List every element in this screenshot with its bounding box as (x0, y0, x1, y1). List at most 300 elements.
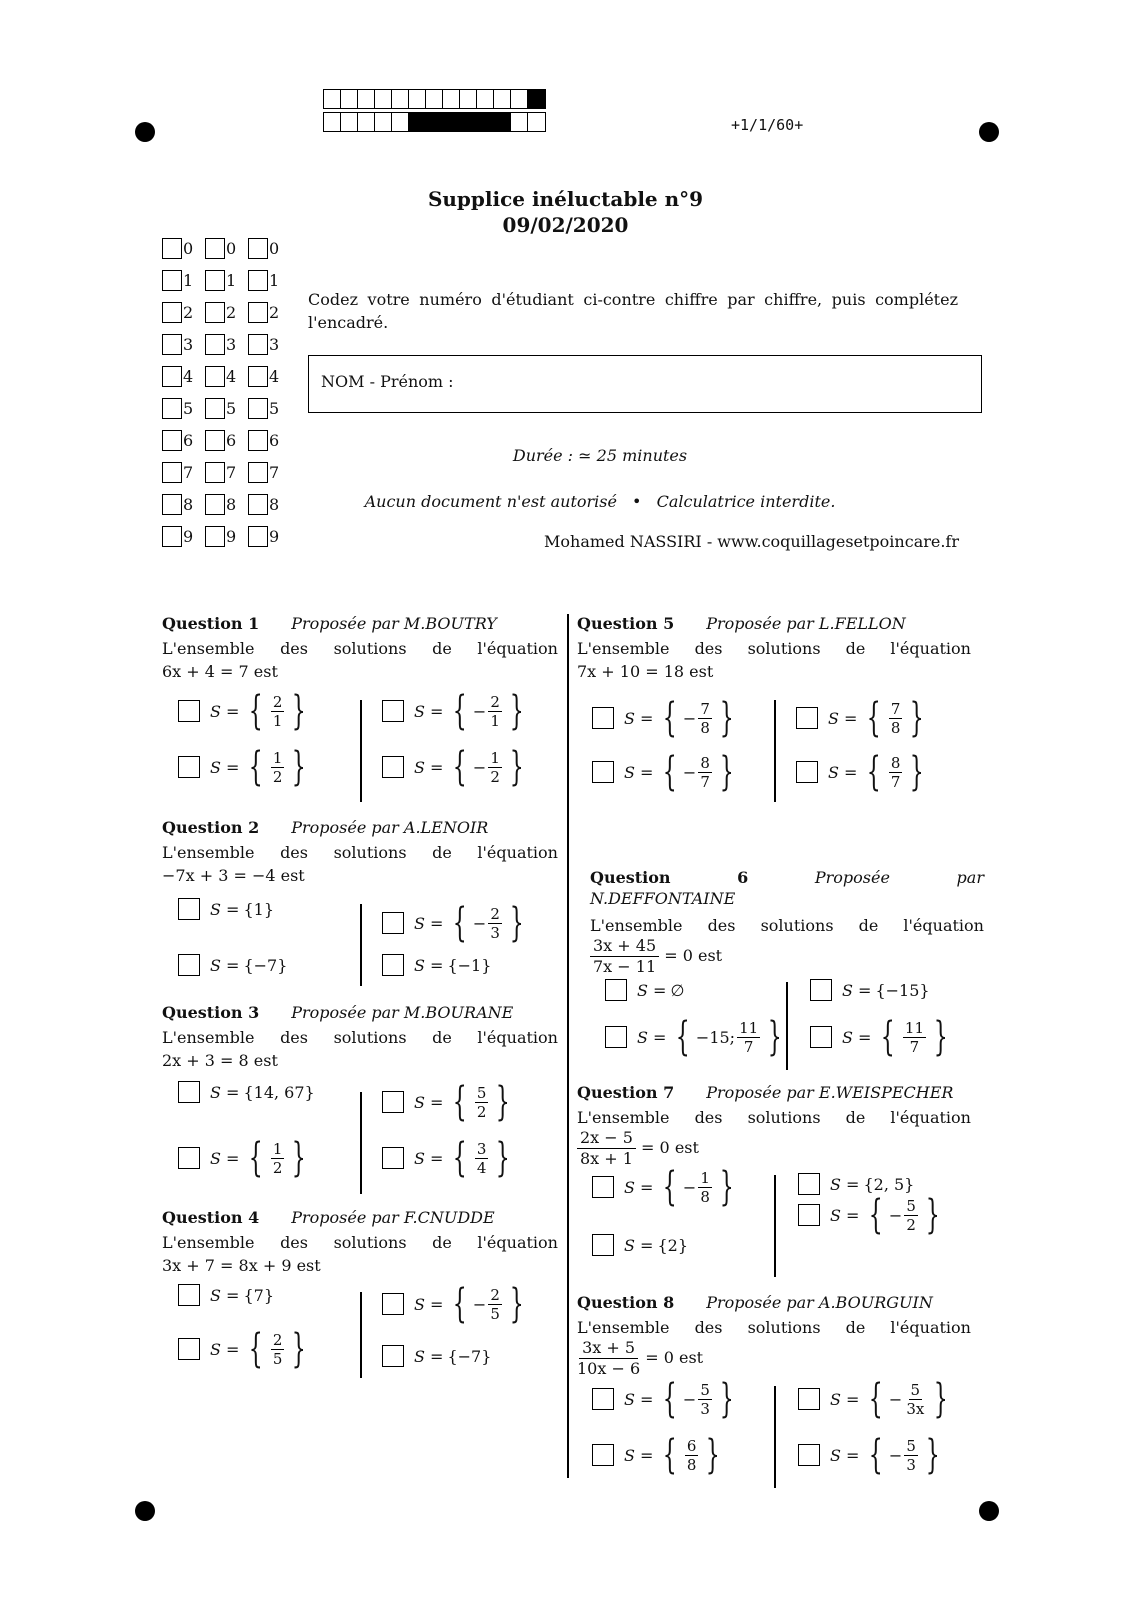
equation-numerator: 2x − 5 (577, 1128, 636, 1149)
set-symbol: S = (210, 757, 240, 777)
fraction-numerator: 5 (700, 1380, 710, 1399)
fraction-denominator: 8 (686, 1455, 697, 1474)
rules-text (0, 492, 1131, 511)
answer-sign: − (682, 1177, 697, 1197)
digit-cell[interactable] (162, 302, 205, 323)
answer-option[interactable] (178, 1328, 312, 1370)
brace-left: { (663, 1376, 678, 1422)
duration-text: Durée : ≃ 25 minutes (512, 446, 688, 465)
equation-denominator: 8x + 1 (580, 1149, 633, 1168)
page-code: +1/1/60+ (731, 116, 804, 134)
digit-checkbox[interactable] (248, 302, 268, 323)
question-author: Proposée par A.BOURGUIN (706, 1293, 933, 1312)
sentence-word: solutions (760, 916, 834, 935)
answer-fraction (271, 1140, 285, 1177)
answer-expression (210, 1083, 315, 1102)
answer-checkbox[interactable] (592, 1176, 614, 1198)
option-separator (360, 700, 362, 802)
answer-expression (414, 1281, 529, 1327)
digit-checkbox[interactable] (162, 462, 182, 483)
digit-label: 2 (183, 303, 194, 322)
brace-left: { (867, 695, 882, 741)
answer-checkbox[interactable] (810, 979, 832, 1001)
sentence-word: des (280, 843, 308, 862)
digit-label: 7 (183, 463, 194, 482)
answer-expression (624, 1376, 739, 1422)
digit-label: 1 (269, 271, 280, 290)
answer-option[interactable] (798, 1434, 945, 1476)
fraction-numerator: 2 (272, 1330, 283, 1349)
fraction-numerator: 1 (272, 1139, 283, 1158)
answer-expression (828, 695, 930, 741)
digit-checkbox[interactable] (162, 366, 182, 387)
answer-expression (828, 749, 930, 795)
sentence-word: l'équation (903, 916, 984, 935)
corner-mark-top-right (979, 122, 999, 142)
set-symbol: S = (414, 1092, 444, 1112)
answer-option[interactable] (178, 1137, 312, 1179)
answer-fraction (488, 1286, 502, 1323)
brace-right: } (509, 744, 524, 790)
digit-label: 9 (226, 527, 237, 546)
answer-expression (830, 1432, 945, 1478)
digit-cell[interactable] (205, 462, 248, 483)
sentence-word: l'équation (477, 1233, 558, 1252)
question-label: Question 7 (577, 1083, 675, 1102)
answer-fraction (475, 1084, 489, 1121)
answer-checkbox[interactable] (605, 979, 627, 1001)
brace-right: } (933, 1014, 948, 1060)
fraction-denominator: 8 (890, 718, 901, 737)
answer-option[interactable] (798, 1378, 954, 1420)
answer-expression (414, 956, 491, 975)
question-label: Question 2 (162, 818, 260, 837)
digit-checkbox[interactable] (162, 334, 182, 355)
answer-option[interactable] (382, 944, 491, 986)
digit-checkbox[interactable] (205, 334, 225, 355)
set-symbol: S = (210, 955, 240, 975)
question-author: Proposée par F.CNUDDE (291, 1208, 495, 1227)
brace-right: } (719, 1164, 734, 1210)
answer-sign: − (888, 1389, 903, 1409)
equation-numerator: 3x + 45 (590, 936, 659, 957)
answer-option[interactable] (796, 751, 930, 793)
code-grid-bottom (323, 112, 546, 132)
set-symbol: S = (210, 1285, 240, 1305)
digit-checkbox[interactable] (248, 270, 268, 291)
digit-label: 5 (226, 399, 237, 418)
digit-cell[interactable] (248, 270, 291, 291)
digit-checkbox[interactable] (248, 366, 268, 387)
question-sentence (162, 841, 558, 864)
brace-left: { (869, 1192, 884, 1238)
digit-checkbox[interactable] (162, 270, 182, 291)
brace-left: { (249, 1135, 264, 1181)
answer-sign: − (682, 1389, 697, 1409)
answer-checkbox[interactable] (592, 761, 614, 783)
digit-cell[interactable] (162, 238, 205, 259)
brace-left: { (663, 695, 678, 741)
answer-checkbox[interactable] (178, 1338, 200, 1360)
digit-cell[interactable] (162, 366, 205, 387)
set-symbol: S = (830, 1174, 860, 1194)
question-sentence (162, 637, 558, 660)
digit-label: 8 (226, 495, 237, 514)
brace-right: } (292, 744, 307, 790)
brace-right: } (706, 1432, 721, 1478)
digit-cell[interactable] (248, 366, 291, 387)
answer-text: ∅ (670, 980, 685, 1000)
set-symbol: S = (624, 762, 654, 782)
fraction-numerator: 2 (272, 692, 283, 711)
digit-row-2 (162, 302, 291, 334)
answer-fraction (889, 700, 903, 737)
fraction-denominator: 1 (272, 711, 283, 730)
digit-cell[interactable] (248, 398, 291, 419)
answer-option[interactable] (810, 1016, 953, 1058)
digit-checkbox[interactable] (205, 238, 225, 259)
fraction-denominator: 2 (272, 767, 283, 786)
fraction-denominator: 5 (272, 1349, 283, 1368)
digit-cell[interactable] (162, 398, 205, 419)
question-number: 6 (737, 868, 749, 887)
answer-option[interactable] (796, 697, 930, 739)
question-header (162, 1208, 495, 1227)
answer-text: {−15} (875, 980, 930, 1000)
set-symbol: S = (637, 1027, 667, 1047)
answer-checkbox[interactable] (178, 756, 200, 778)
brace-right: } (925, 1432, 940, 1478)
fraction-numerator: 11 (739, 1018, 759, 1037)
question-header (577, 614, 906, 633)
set-symbol: S = (414, 913, 444, 933)
digit-label: 4 (183, 367, 194, 386)
answer-option[interactable] (382, 1081, 516, 1123)
digit-cell[interactable] (205, 398, 248, 419)
answer-sign: − (472, 913, 487, 933)
digit-checkbox[interactable] (205, 302, 225, 323)
name-field[interactable] (308, 355, 982, 413)
digit-cell[interactable] (248, 334, 291, 355)
digit-row-1 (162, 270, 291, 302)
fraction-numerator: 8 (890, 753, 901, 772)
brace-left: { (249, 1326, 264, 1372)
brace-right: } (934, 1376, 949, 1422)
answer-checkbox[interactable] (798, 1173, 820, 1195)
answer-expression (414, 1347, 491, 1366)
answer-checkbox[interactable] (592, 1444, 614, 1466)
answer-option[interactable] (178, 888, 274, 930)
sentence-word: l'équation (890, 639, 971, 658)
set-symbol: S = (210, 701, 240, 721)
answer-expression (210, 1135, 312, 1181)
question-header-line (590, 868, 984, 887)
answer-checkbox[interactable] (178, 1284, 200, 1306)
answer-fraction (698, 1381, 712, 1418)
digit-cell[interactable] (205, 334, 248, 355)
answer-option[interactable] (178, 746, 312, 788)
digit-checkbox[interactable] (205, 398, 225, 419)
answer-option[interactable] (178, 1071, 315, 1113)
brace-right: } (496, 1135, 511, 1181)
fraction-numerator: 2 (490, 692, 500, 711)
set-symbol: S = (830, 1205, 860, 1225)
answer-checkbox[interactable] (592, 1388, 614, 1410)
digit-label: 7 (226, 463, 237, 482)
question-label: Question 5 (577, 614, 675, 633)
answer-option[interactable] (178, 1274, 274, 1316)
question-header (162, 818, 488, 837)
answer-checkbox[interactable] (798, 1444, 820, 1466)
digit-cell[interactable] (248, 462, 291, 483)
brace-right: } (719, 749, 734, 795)
fraction-numerator: 8 (700, 753, 710, 772)
digit-cell[interactable] (205, 270, 248, 291)
digit-row-9 (162, 526, 291, 558)
brace-right: } (910, 749, 925, 795)
answer-expression (842, 981, 930, 1000)
digit-cell[interactable] (162, 270, 205, 291)
question-sentence (577, 1106, 971, 1129)
sentence-word: des (280, 1028, 308, 1047)
answer-checkbox[interactable] (382, 1091, 404, 1113)
answer-expression (210, 900, 274, 919)
digit-checkbox[interactable] (248, 334, 268, 355)
question-equation: 7x + 10 = 18 est (577, 662, 714, 681)
answer-checkbox[interactable] (798, 1388, 820, 1410)
answer-fraction (903, 1019, 926, 1056)
author-credit: Mohamed NASSIRI - www.coquillagesetpoincare.fr (544, 532, 959, 551)
digit-cell[interactable] (162, 334, 205, 355)
answer-sign: − (472, 1294, 487, 1314)
answer-option[interactable] (798, 1194, 945, 1236)
answer-fraction (271, 1331, 285, 1368)
corner-mark-bottom-left (135, 1501, 155, 1521)
brace-right: } (767, 1014, 782, 1060)
digit-label: 4 (269, 367, 280, 386)
brace-left: { (249, 688, 264, 734)
instructions-text: Codez votre numéro d'étudiant ci-contre chiffre par chiffre, puis complétez l'encadré. (308, 290, 958, 332)
sentence-word: des (280, 639, 308, 658)
question-equation (577, 1338, 703, 1379)
answer-expression (210, 744, 312, 790)
answer-sign: − (472, 757, 487, 777)
answer-option[interactable] (382, 1283, 529, 1325)
digit-cell[interactable] (248, 238, 291, 259)
answer-checkbox[interactable] (796, 761, 818, 783)
question-header (577, 1293, 933, 1312)
digit-row-3 (162, 334, 291, 366)
answer-checkbox[interactable] (382, 700, 404, 722)
digit-checkbox[interactable] (248, 462, 268, 483)
answer-checkbox[interactable] (178, 1147, 200, 1169)
fraction-denominator: 7 (890, 772, 901, 791)
digit-label: 6 (226, 431, 237, 450)
question-equation: −7x + 3 = −4 est (162, 866, 305, 885)
brace-left: { (663, 749, 678, 795)
set-symbol: S = (637, 980, 667, 1000)
digit-label: 7 (269, 463, 280, 482)
answer-checkbox[interactable] (382, 756, 404, 778)
sentence-word: solutions (333, 843, 407, 862)
set-symbol: S = (624, 1445, 654, 1465)
digit-label: 8 (269, 495, 280, 514)
fraction-numerator: 5 (476, 1083, 487, 1102)
question-author: Proposée par L.FELLON (706, 614, 906, 633)
sentence-word: de (432, 1233, 452, 1252)
digit-checkbox[interactable] (205, 366, 225, 387)
answer-option[interactable] (592, 1378, 739, 1420)
answer-option[interactable] (382, 690, 529, 732)
equation-numerator: 3x + 5 (579, 1338, 638, 1359)
fraction-denominator: 8 (700, 1187, 710, 1206)
answer-option[interactable] (592, 1166, 739, 1208)
answer-checkbox[interactable] (178, 1081, 200, 1103)
digit-label: 3 (226, 335, 237, 354)
answer-checkbox[interactable] (382, 1147, 404, 1169)
question-label: Question 3 (162, 1003, 260, 1022)
answer-expression (414, 1079, 516, 1125)
sentence-word: des (280, 1233, 308, 1252)
answer-checkbox[interactable] (382, 1345, 404, 1367)
answer-expression (210, 1326, 312, 1372)
answer-sign: − (888, 1205, 903, 1225)
answer-prefix: −15; (695, 1027, 736, 1047)
answer-expression (210, 688, 312, 734)
set-symbol: S = (830, 1389, 860, 1409)
answer-fraction (488, 749, 502, 786)
digit-checkbox[interactable] (205, 526, 225, 547)
digit-checkbox[interactable] (248, 398, 268, 419)
digit-cell[interactable] (205, 366, 248, 387)
sentence-word: de (432, 843, 452, 862)
brace-left: { (869, 1376, 884, 1422)
answer-expression (624, 1236, 688, 1255)
question-label: Question 8 (577, 1293, 675, 1312)
digit-cell[interactable] (248, 526, 291, 547)
fraction-numerator: 6 (686, 1436, 697, 1455)
set-symbol: S = (624, 708, 654, 728)
question-label: Question 1 (162, 614, 260, 633)
answer-expression (624, 749, 739, 795)
digit-label: 4 (226, 367, 237, 386)
digit-checkbox[interactable] (162, 398, 182, 419)
sentence-word: l'équation (477, 639, 558, 658)
set-symbol: S = (842, 1027, 872, 1047)
set-symbol: S = (414, 1148, 444, 1168)
answer-checkbox[interactable] (592, 707, 614, 729)
answer-expression (414, 744, 529, 790)
digit-checkbox[interactable] (248, 238, 268, 259)
answer-text: {14, 67} (243, 1082, 315, 1102)
answer-checkbox[interactable] (810, 1026, 832, 1048)
answer-option[interactable] (382, 1335, 491, 1377)
brace-right: } (292, 1135, 307, 1181)
answer-checkbox[interactable] (382, 912, 404, 934)
answer-option[interactable] (382, 902, 529, 944)
set-symbol: S = (624, 1389, 654, 1409)
answer-fraction (488, 905, 502, 942)
answer-checkbox[interactable] (798, 1204, 820, 1226)
answer-option[interactable] (592, 751, 739, 793)
digit-row-7 (162, 462, 291, 494)
brace-left: { (881, 1014, 896, 1060)
brace-left: { (249, 744, 264, 790)
digit-checkbox[interactable] (162, 238, 182, 259)
digit-label: 3 (269, 335, 280, 354)
column-divider (567, 614, 569, 1478)
sentence-word: L'ensemble (162, 1028, 255, 1047)
answer-option[interactable] (382, 1137, 516, 1179)
proposed-by-label: Proposée (814, 868, 890, 887)
answer-option[interactable] (592, 1434, 726, 1476)
brace-left: { (453, 1135, 468, 1181)
brace-right: } (910, 695, 925, 741)
answer-checkbox[interactable] (605, 1026, 627, 1048)
digit-checkbox[interactable] (162, 526, 182, 547)
answer-option[interactable] (592, 1224, 688, 1266)
answer-checkbox[interactable] (178, 700, 200, 722)
brace-right: } (925, 1192, 940, 1238)
sentence-word: solutions (747, 1318, 821, 1337)
digit-cell[interactable] (205, 526, 248, 547)
digit-cell[interactable] (162, 526, 205, 547)
answer-option[interactable] (810, 969, 930, 1011)
answer-checkbox[interactable] (796, 707, 818, 729)
question-author: Proposée par A.LENOIR (291, 818, 489, 837)
digit-checkbox[interactable] (162, 302, 182, 323)
digit-cell[interactable] (205, 302, 248, 323)
answer-checkbox[interactable] (592, 1234, 614, 1256)
answer-checkbox[interactable] (382, 954, 404, 976)
digit-row-4 (162, 366, 291, 398)
answer-option[interactable] (382, 746, 529, 788)
digit-checkbox[interactable] (248, 526, 268, 547)
set-symbol: S = (828, 762, 858, 782)
equation-rest: = 0 est (640, 1348, 704, 1367)
fraction-denominator: 3 (906, 1455, 916, 1474)
rules-bullet: • (632, 492, 642, 511)
digit-label: 1 (183, 271, 194, 290)
digit-cell[interactable] (248, 302, 291, 323)
answer-text: {−1} (447, 955, 492, 975)
answer-checkbox[interactable] (382, 1293, 404, 1315)
fraction-denominator: 7 (743, 1037, 754, 1056)
fraction-numerator: 7 (890, 699, 901, 718)
digit-label: 6 (183, 431, 194, 450)
answer-option[interactable] (592, 697, 739, 739)
set-symbol: S = (830, 1445, 860, 1465)
sentence-word: des (694, 1318, 723, 1337)
answer-option[interactable] (178, 944, 287, 986)
digit-cell[interactable] (205, 238, 248, 259)
digit-checkbox[interactable] (205, 270, 225, 291)
corner-mark-bottom-right (979, 1501, 999, 1521)
answer-option[interactable] (605, 969, 684, 1011)
answer-checkbox[interactable] (178, 954, 200, 976)
answer-option[interactable] (605, 1016, 788, 1058)
brace-right: } (292, 1326, 307, 1372)
question-equation: 3x + 7 = 8x + 9 est (162, 1256, 321, 1275)
set-symbol: S = (414, 701, 444, 721)
answer-fraction (904, 1197, 918, 1234)
answer-option[interactable] (178, 690, 312, 732)
digit-checkbox[interactable] (205, 462, 225, 483)
digit-cell[interactable] (162, 462, 205, 483)
answer-checkbox[interactable] (178, 898, 200, 920)
answer-expression (414, 1135, 516, 1181)
question-sentence (162, 1231, 558, 1254)
